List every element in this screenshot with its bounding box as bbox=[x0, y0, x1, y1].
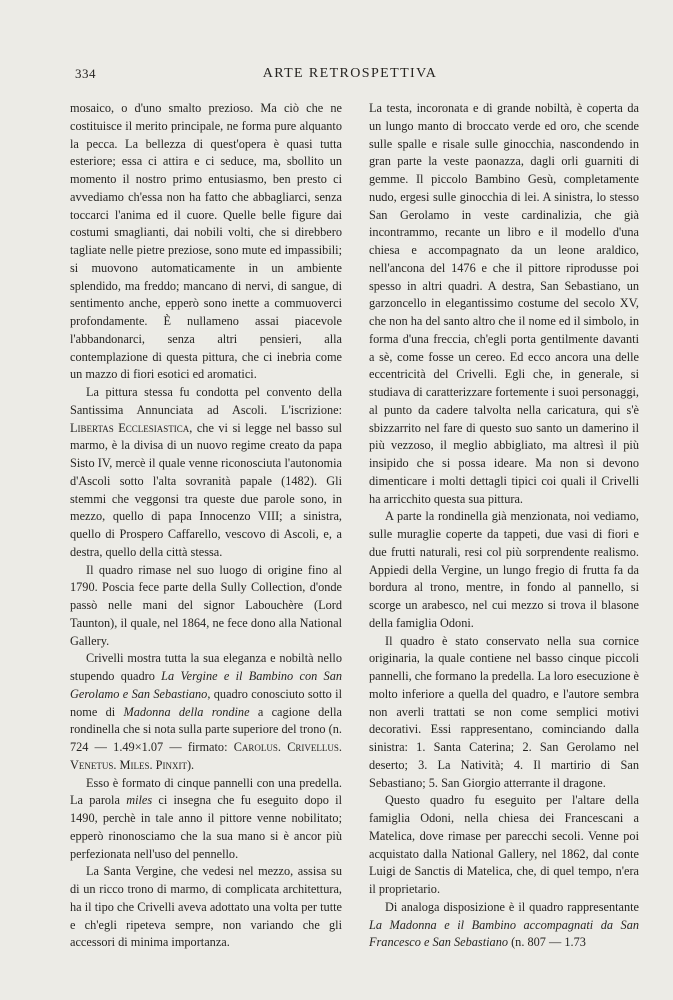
paragraph: La testa, incoronata e di grande nobiltà, è coperta da un lungo manto di broccato verde ed oro, che scende sulle spalle e risale sulle ginocchia, nascondendo in gran parte la veste paonazza, dagli orli guarniti di gemme. Il piccolo Bambino Gesù, completamente nudo, ergesi sulle ginocchia di lei. A sinistra, lo stesso San Gerolamo in veste cardinalizia, che già incontrammo, recante un libro e il modello d'una chiesa e accompagnato da un leone araldico, nell'ancona del 1476 e che il pittore riprodusse poi spesso in altri quadri. A destra, San Sebastiano, un garzoncello in elegantissimo costume del secolo XV, che non ha del santo altro che il nome ed il simbolo, in forma d'una freccia, ch'egli porta gentilmente davanti a sè, come fosse un cereo. Ed ecco ancora una delle eccentricità del Crivelli. Egli che, in generale, si studiava di caratterizzare fortemente i suoi personaggi, al punto da cadere talvolta nella caricatura, qui s'è sbizzarrito nel fare di questo suo santo un damerino il più vezzoso, il meglio abbigliato, ma altresì il più insipido che si possa ideare. Ma non si devono dimenticare i molti dettagli tipici coi quali il Crivelli ha arricchito questa sua pittura. bbox=[369, 101, 639, 506]
left-column bbox=[70, 100, 342, 952]
paragraph bbox=[70, 775, 342, 864]
paragraph bbox=[70, 650, 342, 774]
text-run: ci insegna che fu eseguito dopo il 1490, perchè in tale anno il pittore venne nobilitato; epperò rinonosciamo che la sua mano si è ancor più perfezionata nell'uso del pennello. bbox=[70, 793, 343, 861]
paragraph: Questo quadro fu eseguito per l'altare della famiglia Odoni, nella chiesa dei Francescani a Matelica, dove rimase per parecchi secoli. Venne poi acquistato dalla National Gallery, nel 1862, dal conte Luigi de Sanctis di Matelica, che, di quel tempo, n'era il proprietario. bbox=[369, 793, 639, 896]
paragraph bbox=[70, 384, 342, 562]
paragraph: mosaico, o d'uno smalto prezioso. Ma ciò che ne costituisce il merito principale, ne forma pure alquanto la pecca. La bellezza di quest'opera è quasi tutta esteriore; essa ci attira e ci seduce, ma, sbollito un momento il nostro primo entusiasmo, ben presto ci avvediamo ch'essa non ha fatto che abbagliarci, senza toccarci l'anima ed il cuore. Quelle belle figure dai costumi smaglianti, dai nobili volti, che si direbbero tagliate nelle pietre preziose, sono mute ed impassibili; si muovono automaticamente in un ambiente splendido, ma freddo; mancano di nervi, di sangue, di sentimento anche, epperò sono inette a commuoverci profondamente. È nullameno assai piacevole l'abbandonarci, senza altri pensieri, alla contemplazione di questa pittura, che ci inebria come un mazzo di fiori esotici ed aromatici. bbox=[70, 101, 342, 382]
paragraph: Il quadro rimase nel suo luogo di origine fino al 1790. Poscia fece parte della Sully Collection, d'onde passò nelle mani del signor Labouchère (Lord Taunton), il quale, nel 1864, ne fece dono alla National Gallery. bbox=[70, 562, 342, 648]
paragraph bbox=[369, 899, 639, 952]
text-run: , quadro conosciuto sotto il nome di bbox=[70, 686, 342, 719]
italic-word: miles bbox=[126, 793, 153, 808]
painting-nickname: Madonna della rondine bbox=[123, 704, 250, 719]
inscription: Libertas Ecclesiastica bbox=[70, 420, 190, 435]
text-run: La pittura stessa fu condotta pel convento della Santissima Annunciata ad Ascoli. L'iscrizione: bbox=[70, 385, 342, 417]
running-title: ARTE RETROSPETTIVA bbox=[262, 66, 438, 81]
text-run: Crivelli mostra tutta la sua eleganza e nobiltà nello stupendo quadro bbox=[70, 651, 342, 683]
signature-inscription: Carolus. Crivellus. Venetus. Miles. Pinxit bbox=[70, 740, 342, 772]
text-run: , che vi si legge nel basso sul marmo, è la divisa di un nuovo regime creato da papa Sisto IV, mercè il quale venne riconosciuta l'autonomia d'Ascoli sotto l'alta sovranità papale (1482). Gli stemmi che veggonsi tra queste due parole sono, in mezzo, quello di papa Innocenzo VIII; a sinistra, quello di Prospero Caffarello, vescovo di Ascoli, e, a destra, quello della città stessa. bbox=[70, 420, 342, 559]
paragraph: Il quadro è stato conservato nella sua cornice originaria, la quale contiene nel basso cinque piccoli pannelli, che formano la predella. La loro esecuzione è molto inferiore a quella del quadro, e l'autore sembra non averli trattati se non come semplici motivi decorativi. Essi rappresentano, cominciando dalla sinistra: 1. Santa Caterina; 2. San Gerolamo nel deserto; 3. La Natività; 4. Il martirio di San Sebastiano; 5. San Giorgio atterrante il dragone. bbox=[369, 633, 639, 790]
page-number: 334 bbox=[75, 66, 96, 81]
paragraph: A parte la rondinella già menzionata, noi vediamo, sulle muraglie coperte da tappeti, due vasi di fiori e due frutti naturali, resi col più sorprendente realismo. Appiedi della Vergine, un lungo fregio di frutta fa da bordura al trono, mentre, in fondo al pannello, si scorge un arabesco, nel cui mezzo si trova il blasone della famiglia Odoni. bbox=[369, 509, 639, 630]
text-run: ). bbox=[186, 757, 195, 772]
text-run: Di analoga disposizione è il quadro rappresentante bbox=[385, 899, 639, 914]
page-header bbox=[75, 66, 625, 86]
text-run: Esso è formato di cinque pannelli con una predella. La parola bbox=[70, 775, 342, 808]
text-run: (n. 807 — 1.73 bbox=[508, 935, 586, 950]
painting-title: La Madonna e il Bambino accompagnati da San Francesco e San Sebastiano bbox=[369, 917, 639, 950]
paragraph: La Santa Vergine, che vedesi nel mezzo, assisa su di un ricco trono di marmo, di complicata architettura, ha il tipo che Crivelli aveva adottato una volta per tutte e ch'egli ripeteva sempre, non variando che gli accessori di minima importanza. bbox=[70, 864, 342, 950]
right-column bbox=[369, 100, 639, 952]
painting-title: La Vergine e il Bambino con San Gerolamo e San Sebastiano bbox=[70, 669, 342, 701]
text-run: a cagione della rondinella che si nota sulla parte superiore del trono (n. 724 — 1.49×1.07 — firmato: bbox=[70, 704, 342, 754]
